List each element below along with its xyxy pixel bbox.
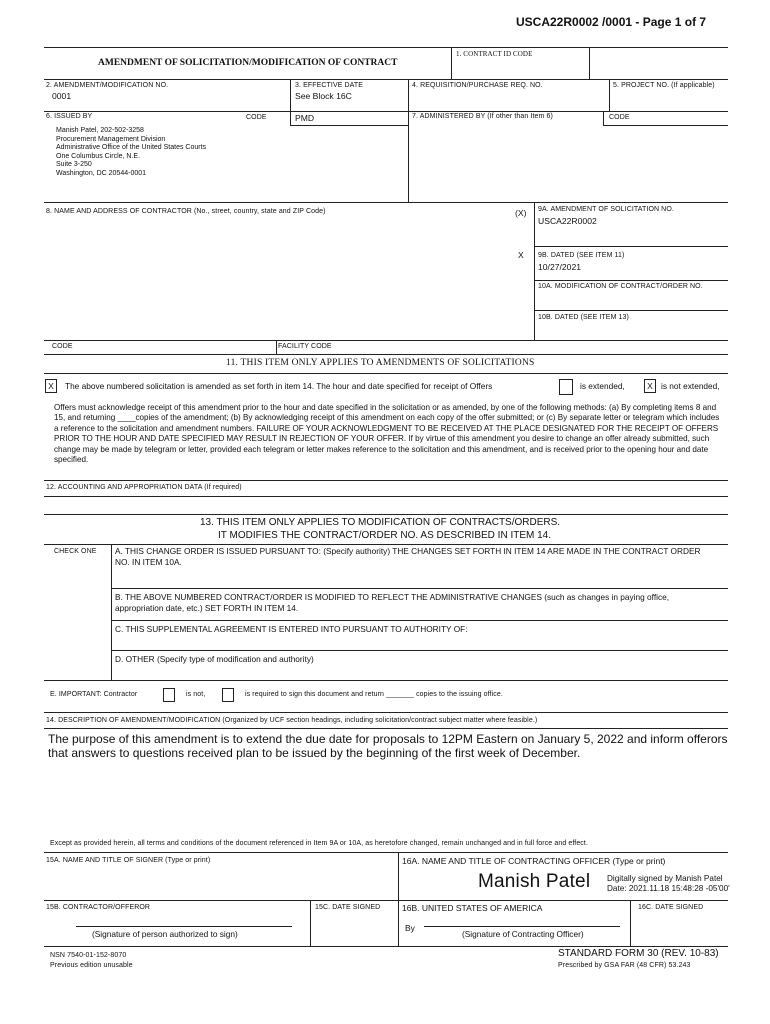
project-no-label: 5. PROJECT NO. (If applicable) bbox=[613, 82, 715, 89]
is-required-label: is required to sign this document and return _______ copies to the issuing office. bbox=[245, 691, 503, 698]
check-is-required[interactable] bbox=[222, 688, 234, 702]
contracting-officer-label: 16A. NAME AND TITLE OF CONTRACTING OFFICER (Type or print) bbox=[402, 856, 666, 866]
page-reference: USCA22R0002 /0001 - Page 1 of 7 bbox=[516, 15, 707, 29]
amendment-solicitation-label: 9A. AMENDMENT OF SOLICITATION NO. bbox=[538, 206, 674, 213]
prescribed-by: Prescribed by GSA FAR (48 CFR) 53.243 bbox=[558, 962, 691, 969]
amended-text: The above numbered solicitation is amended as set forth in item 14. The hour and date specified for receipt of Offers bbox=[65, 381, 493, 391]
date-signed-16c-label: 16C. DATE SIGNED bbox=[638, 904, 704, 911]
option-d-text[interactable]: D. OTHER (Specify type of modification and authority) bbox=[115, 654, 314, 664]
modification-no-label: 10A. MODIFICATION OF CONTRACT/ORDER NO. bbox=[538, 283, 703, 290]
issuer-address: Manish Patel, 202-502-3258 Procurement Management Division Administrative Office of the United States Courts One Columbus Circle, N.E. Suite 3-250 Washington, DC 20544-0001 bbox=[56, 127, 207, 177]
contractor-code-label: CODE bbox=[52, 343, 73, 350]
section-13-title-2: IT MODIFIES THE CONTRACT/ORDER NO. AS DESCRIBED IN ITEM 14. bbox=[218, 530, 552, 541]
contractor-signature-caption: (Signature of person authorized to sign) bbox=[92, 929, 238, 939]
acknowledgment-paragraph: Offers must acknowledge receipt of this amendment prior to the hour and date specified in the solicitation or as amended, by one of the following methods: (a) By completing items 8 and 15, and returning ____copies of the amendment; (b) By acknowledging receipt of this amendment on each copy of the offer submitted; or (c) By separate letter or telegram which includes a reference to the solicitation and amendment numbers. FAILURE OF YOUR ACKNOWLEDGMENT TO BE RECEIVED AT THE PLACE DESIGNATED FOR THE RECEIPT OF OFFERS PRIOR TO THE HOUR AND DATE SPECIFIED MAY RESULT IN REJECTION OF YOUR OFFER. If by virtue of this amendment you desire to change an offer already submitted, such change may be made by telegram or letter, provided each telegram or letter makes reference to the solicitation and this amendment, and is received prior to the opening hour and date specified. bbox=[54, 403, 720, 465]
option-b-text[interactable]: B. THE ABOVE NUMBERED CONTRACT/ORDER IS MODIFIED TO REFLECT THE ADMINISTRATIVE CHANGES (such as changes in paying office, appropriation date, etc.) SET FORTH IN ITEM 14. bbox=[115, 592, 670, 613]
facility-code-label: FACILITY CODE bbox=[278, 343, 332, 350]
signer-name-label: 15A. NAME AND TITLE OF SIGNER (Type or print) bbox=[46, 857, 211, 864]
except-statement: Except as provided herein, all terms and conditions of the document referenced in Item 9A or 10A, as heretofore changed, remain unchanged and in full force and effect. bbox=[50, 840, 589, 847]
digital-signature-line-1: Digitally signed by Manish Patel bbox=[607, 874, 723, 883]
check-not-extended[interactable]: X bbox=[644, 379, 656, 393]
administered-code-label: CODE bbox=[609, 114, 630, 121]
mark-9a: (X) bbox=[515, 208, 527, 218]
dated-10b-label: 10B. DATED (SEE ITEM 13) bbox=[538, 314, 629, 321]
usa-label: 16B. UNITED STATES OF AMERICA bbox=[402, 903, 543, 913]
amendment-solicitation-value: USCA22R0002 bbox=[538, 216, 597, 226]
check-is-not[interactable] bbox=[163, 688, 175, 702]
amendment-no-value: 0001 bbox=[52, 91, 72, 101]
officer-signature-caption: (Signature of Contracting Officer) bbox=[462, 929, 584, 939]
accounting-label: 12. ACCOUNTING AND APPROPRIATION DATA (If required) bbox=[46, 484, 242, 491]
description-text: The purpose of this amendment is to extend the due date for proposals to 12PM Eastern on January 5, 2022 and inform offerors that answers to questions received plan to be issued by the beginning of the first week of December. bbox=[48, 732, 728, 760]
nsn-number: NSN 7540-01-152-8070 bbox=[50, 952, 127, 959]
section-13-title-1: 13. THIS ITEM ONLY APPLIES TO MODIFICATION OF CONTRACTS/ORDERS. bbox=[200, 517, 561, 528]
date-signed-15c-label: 15C. DATE SIGNED bbox=[315, 904, 381, 911]
by-label: By bbox=[405, 923, 415, 933]
important-label: E. IMPORTANT: Contractor bbox=[50, 691, 138, 698]
extended-label: is extended, bbox=[580, 381, 625, 391]
option-c-text[interactable]: C. THIS SUPPLEMENTAL AGREEMENT IS ENTERED INTO PURSUANT TO AUTHORITY OF: bbox=[115, 624, 468, 634]
check-extended[interactable] bbox=[559, 379, 573, 395]
mark-9b: X bbox=[518, 250, 524, 260]
officer-signature: Manish Patel bbox=[478, 871, 591, 892]
description-label: 14. DESCRIPTION OF AMENDMENT/MODIFICATION (Organized by UCF section headings, including solicitation/contract subject matter where feasible.) bbox=[46, 717, 538, 724]
administered-by-label: 7. ADMINISTERED BY (If other than Item 6) bbox=[412, 113, 553, 120]
contract-id-label: 1. CONTRACT ID CODE bbox=[456, 50, 533, 58]
issued-code-value: PMD bbox=[295, 113, 315, 123]
dated-9b-value: 10/27/2021 bbox=[538, 262, 582, 272]
check-one-label: CHECK ONE bbox=[54, 548, 97, 555]
contractor-offeror-label: 15B. CONTRACTOR/OFFEROR bbox=[46, 904, 151, 911]
standard-form: STANDARD FORM 30 (REV. 10-83) bbox=[558, 948, 719, 959]
section-11-title: 11. THIS ITEM ONLY APPLIES TO AMENDMENTS OF SOLICITATIONS bbox=[226, 358, 535, 368]
not-extended-label: is not extended, bbox=[661, 381, 720, 391]
is-not-label: is not, bbox=[186, 691, 206, 698]
digital-signature-line-2: Date: 2021.11.18 15:48:28 -05'00' bbox=[607, 884, 730, 893]
effective-date-value: See Block 16C bbox=[295, 91, 352, 101]
option-a-text[interactable]: A. THIS CHANGE ORDER IS ISSUED PURSUANT TO: (Specify authority) THE CHANGES SET FORTH IN ITEM 14 ARE MADE IN THE CONTRACT ORDER NO. IN ITEM 10A. bbox=[115, 546, 701, 567]
form-title: AMENDMENT OF SOLICITATION/MODIFICATION OF CONTRACT bbox=[98, 58, 398, 68]
dated-9b-label: 9B. DATED (SEE ITEM 11) bbox=[538, 252, 625, 259]
effective-date-label: 3. EFFECTIVE DATE bbox=[295, 82, 364, 89]
issued-by-label: 6. ISSUED BY bbox=[46, 113, 93, 120]
amendment-no-label: 2. AMENDMENT/MODIFICATION NO. bbox=[46, 82, 169, 89]
issued-code-label: CODE bbox=[246, 114, 267, 121]
requisition-label: 4. REQUISITION/PURCHASE REQ. NO. bbox=[412, 82, 543, 89]
contractor-label: 8. NAME AND ADDRESS OF CONTRACTOR (No., street, country, state and ZIP Code) bbox=[46, 208, 326, 215]
previous-edition: Previous edition unusable bbox=[50, 962, 133, 969]
check-amended[interactable]: X bbox=[45, 379, 57, 393]
